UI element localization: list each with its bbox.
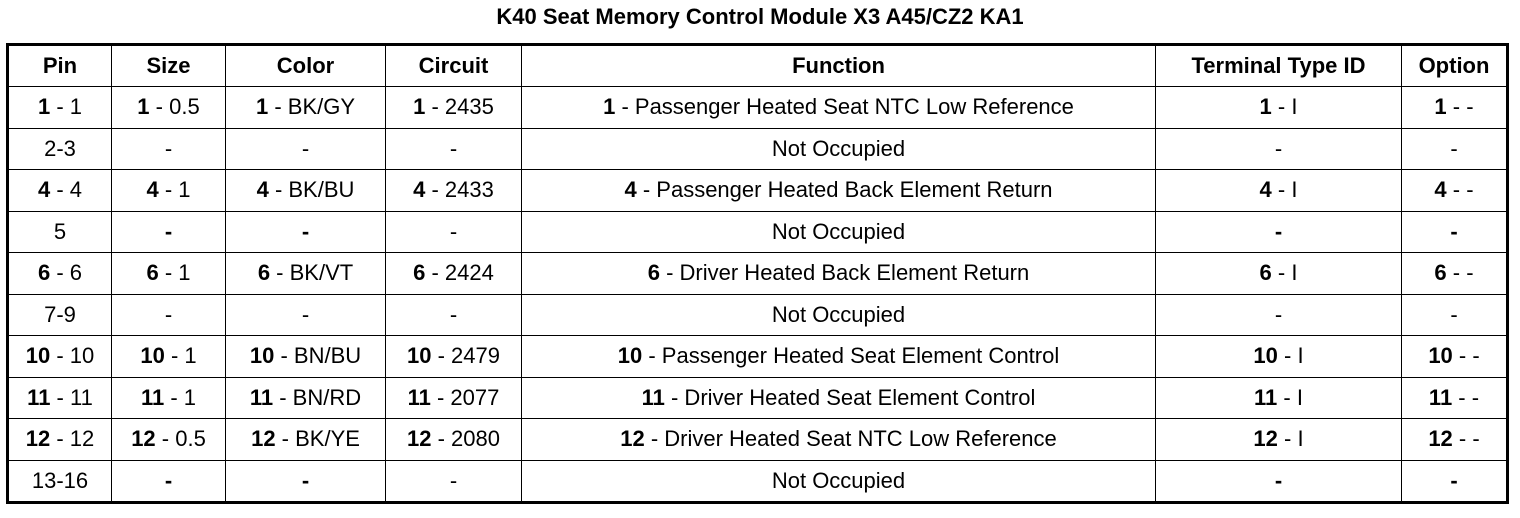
cell-color	[226, 419, 386, 461]
table-row	[8, 336, 1508, 378]
cell-option-number: 6	[1434, 260, 1447, 286]
cell-terminal-value: - I	[1277, 343, 1304, 369]
cell-option	[1402, 87, 1508, 129]
cell-circuit	[386, 253, 522, 295]
cell-terminal	[1156, 460, 1402, 503]
cell-size	[112, 377, 226, 419]
cell-pin	[8, 377, 112, 419]
cell-size-number: 11	[140, 384, 165, 410]
cell-function-number: 11	[641, 384, 665, 410]
cell-pin-value: - 6	[50, 260, 83, 286]
cell-function	[522, 170, 1156, 212]
column-header-terminal-type-id: Terminal Type ID	[1156, 45, 1402, 87]
cell-terminal-value: - I	[1277, 426, 1304, 452]
table-header-row	[8, 45, 1508, 87]
cell-terminal-number: -	[1274, 467, 1283, 493]
cell-terminal	[1156, 170, 1402, 212]
table-body	[8, 87, 1508, 503]
cell-size	[112, 294, 226, 336]
cell-color-value: - BK/VT	[270, 260, 354, 286]
cell-size-number: 1	[137, 94, 150, 120]
cell-terminal-number: 12	[1253, 426, 1278, 452]
cell-terminal	[1156, 211, 1402, 253]
cell-circuit	[386, 419, 522, 461]
cell-function-value: Not Occupied	[771, 218, 906, 244]
cell-function	[522, 419, 1156, 461]
cell-size	[112, 211, 226, 253]
cell-pin	[8, 128, 112, 170]
cell-size-value: -	[164, 301, 173, 327]
cell-circuit-value: - 2080	[431, 426, 500, 452]
cell-function-value: - Passenger Heated Seat Element Control	[642, 343, 1060, 369]
cell-terminal-number: 10	[1253, 343, 1278, 369]
column-header-pin: Pin	[8, 45, 112, 87]
cell-circuit-value: - 2479	[431, 343, 500, 369]
cell-pin	[8, 211, 112, 253]
cell-option	[1402, 419, 1508, 461]
cell-size	[112, 460, 226, 503]
cell-pin-number: 1	[37, 94, 51, 120]
cell-color-value: - BN/RD	[273, 384, 362, 410]
cell-function-value: Not Occupied	[771, 467, 906, 493]
cell-pin-value: - 12	[50, 426, 95, 452]
cell-color-number: 1	[255, 94, 269, 120]
cell-color	[226, 336, 386, 378]
cell-function-number: 6	[647, 260, 660, 286]
cell-terminal	[1156, 419, 1402, 461]
cell-size-value: - 1	[164, 384, 197, 410]
cell-function-value: Not Occupied	[771, 301, 906, 327]
cell-circuit	[386, 294, 522, 336]
cell-color-number: 11	[249, 384, 274, 410]
cell-color-value: - BK/BU	[268, 177, 355, 203]
cell-circuit	[386, 128, 522, 170]
cell-pin-value: 5	[53, 218, 67, 244]
cell-pin-number: 12	[25, 426, 51, 452]
cell-pin	[8, 87, 112, 129]
cell-circuit-value: -	[449, 218, 458, 244]
cell-color-value: -	[301, 301, 310, 327]
cell-color-number: 10	[249, 343, 275, 369]
cell-color-number: -	[301, 467, 310, 493]
cell-option-number: 4	[1434, 177, 1447, 203]
cell-function	[522, 128, 1156, 170]
column-header-color: Color	[226, 45, 386, 87]
table-row	[8, 294, 1508, 336]
cell-function	[522, 253, 1156, 295]
cell-function-number: 10	[617, 343, 643, 369]
cell-size-number: -	[164, 467, 173, 493]
cell-circuit-number: 12	[407, 426, 432, 452]
cell-pin-value: 13-16	[31, 467, 89, 493]
cell-option	[1402, 460, 1508, 503]
cell-circuit	[386, 211, 522, 253]
cell-size-number: 10	[140, 343, 165, 369]
cell-terminal-number: 6	[1259, 260, 1272, 286]
cell-size-number: 12	[131, 426, 156, 452]
cell-pin-value: - 11	[50, 384, 93, 410]
table-row	[8, 87, 1508, 129]
cell-color-value: - BK/GY	[268, 94, 356, 120]
column-header-size: Size	[112, 45, 226, 87]
cell-function-value: - Passenger Heated Back Element Return	[636, 177, 1053, 203]
cell-terminal-value: - I	[1271, 260, 1298, 286]
cell-pin	[8, 253, 112, 295]
cell-pin-number: 10	[25, 343, 51, 369]
table-row	[8, 211, 1508, 253]
column-header-function: Function	[522, 45, 1156, 87]
cell-pin	[8, 460, 112, 503]
cell-option-value: - -	[1446, 94, 1474, 120]
cell-function-value: - Driver Heated Seat Element Control	[664, 384, 1036, 410]
cell-size-number: -	[164, 218, 173, 244]
cell-pin-number: 4	[37, 177, 51, 203]
cell-function	[522, 377, 1156, 419]
cell-color-number: 12	[251, 426, 276, 452]
cell-size-value: -	[164, 135, 173, 161]
cell-option	[1402, 253, 1508, 295]
cell-pin-number: 6	[37, 260, 51, 286]
cell-circuit	[386, 460, 522, 503]
cell-option	[1402, 377, 1508, 419]
cell-terminal-value: - I	[1277, 384, 1303, 410]
cell-terminal-number: -	[1274, 218, 1283, 244]
cell-terminal-value: - I	[1271, 177, 1298, 203]
cell-circuit-value: - 2424	[425, 260, 494, 286]
cell-function-number: 4	[624, 177, 637, 203]
cell-color	[226, 170, 386, 212]
cell-circuit-value: - 2077	[430, 384, 500, 410]
column-header-circuit: Circuit	[386, 45, 522, 87]
cell-circuit-number: 10	[407, 343, 432, 369]
cell-option	[1402, 128, 1508, 170]
cell-terminal-number: 4	[1259, 177, 1272, 203]
cell-function-number: 1	[603, 94, 616, 120]
cell-function	[522, 336, 1156, 378]
cell-size	[112, 253, 226, 295]
table-row	[8, 419, 1508, 461]
table-row	[8, 377, 1508, 419]
cell-color	[226, 87, 386, 129]
cell-option-value: - -	[1446, 260, 1474, 286]
cell-option-number: -	[1450, 467, 1458, 493]
cell-circuit	[386, 377, 522, 419]
cell-option-value: - -	[1452, 343, 1480, 369]
cell-function-value: - Driver Heated Seat NTC Low Reference	[644, 426, 1057, 452]
cell-color	[226, 128, 386, 170]
cell-terminal-value: - I	[1271, 94, 1298, 120]
cell-terminal-value: -	[1274, 135, 1283, 161]
cell-circuit-value: -	[449, 301, 458, 327]
cell-function	[522, 211, 1156, 253]
cell-pin	[8, 419, 112, 461]
cell-circuit	[386, 87, 522, 129]
cell-pin-value: 2-3	[44, 135, 76, 161]
cell-function-value: Not Occupied	[771, 135, 906, 161]
cell-option-value: - -	[1452, 426, 1480, 452]
cell-function	[522, 294, 1156, 336]
cell-color-value: - BK/YE	[275, 426, 360, 452]
cell-color	[226, 377, 386, 419]
cell-terminal	[1156, 377, 1402, 419]
cell-option-number: -	[1450, 218, 1458, 244]
cell-function-value: - Passenger Heated Seat NTC Low Reference	[615, 94, 1074, 120]
cell-color-value: - BN/BU	[274, 343, 362, 369]
cell-circuit-value: - 2433	[425, 177, 494, 203]
cell-option-value: -	[1450, 135, 1458, 161]
cell-circuit	[386, 336, 522, 378]
cell-size-number: 4	[146, 177, 159, 203]
cell-terminal-number: 11	[1254, 384, 1278, 410]
cell-color-number: 6	[257, 260, 271, 286]
cell-function	[522, 460, 1156, 503]
cell-circuit-value: -	[449, 135, 458, 161]
cell-option-value: - -	[1452, 384, 1480, 410]
cell-color-number: 4	[256, 177, 269, 203]
cell-size-value: - 1	[158, 177, 191, 203]
cell-terminal	[1156, 294, 1402, 336]
cell-pin-value: - 4	[50, 177, 83, 203]
cell-pin-value: - 1	[50, 94, 83, 120]
cell-circuit-value: -	[449, 467, 458, 493]
cell-size-value: - 1	[164, 343, 197, 369]
cell-color	[226, 460, 386, 503]
cell-terminal	[1156, 128, 1402, 170]
cell-size-value: - 0.5	[149, 94, 200, 120]
cell-terminal-value: -	[1274, 301, 1283, 327]
cell-circuit-number: 4	[413, 177, 426, 203]
cell-circuit-number: 11	[407, 384, 431, 410]
cell-terminal	[1156, 253, 1402, 295]
cell-terminal	[1156, 87, 1402, 129]
cell-size-value: - 1	[158, 260, 191, 286]
cell-pin-value: - 10	[50, 343, 95, 369]
table-row	[8, 128, 1508, 170]
cell-option-number: 11	[1428, 384, 1453, 410]
cell-pin	[8, 294, 112, 336]
cell-pin-number: 11	[27, 384, 51, 410]
cell-size	[112, 128, 226, 170]
cell-pin	[8, 336, 112, 378]
table-row	[8, 253, 1508, 295]
cell-circuit-value: - 2435	[425, 94, 494, 120]
cell-option-number: 10	[1428, 343, 1453, 369]
cell-color	[226, 211, 386, 253]
cell-option-number: 12	[1428, 426, 1453, 452]
cell-pin-value: 7-9	[44, 301, 76, 327]
cell-option-value: - -	[1446, 177, 1474, 203]
cell-circuit	[386, 170, 522, 212]
cell-color	[226, 253, 386, 295]
cell-option	[1402, 336, 1508, 378]
cell-terminal	[1156, 336, 1402, 378]
cell-size-number: 6	[146, 260, 159, 286]
table-row	[8, 170, 1508, 212]
cell-color-number: -	[301, 218, 310, 244]
cell-size	[112, 87, 226, 129]
cell-option	[1402, 211, 1508, 253]
cell-option-number: 1	[1434, 94, 1447, 120]
cell-circuit-number: 1	[413, 94, 426, 120]
cell-circuit-number: 6	[413, 260, 426, 286]
cell-size	[112, 170, 226, 212]
cell-option-value: -	[1450, 301, 1458, 327]
page-title: K40 Seat Memory Control Module X3 A45/CZ2 KA1	[496, 4, 1024, 29]
cell-pin	[8, 170, 112, 212]
cell-function	[522, 87, 1156, 129]
cell-option	[1402, 294, 1508, 336]
cell-function-value: - Driver Heated Back Element Return	[659, 260, 1030, 286]
cell-terminal-number: 1	[1259, 94, 1272, 120]
cell-color	[226, 294, 386, 336]
table-row	[8, 460, 1508, 503]
cell-size-value: - 0.5	[155, 426, 206, 452]
pinout-table	[6, 43, 1509, 504]
cell-color-value: -	[301, 135, 310, 161]
cell-option	[1402, 170, 1508, 212]
column-header-option: Option	[1402, 45, 1508, 87]
cell-size	[112, 336, 226, 378]
cell-size	[112, 419, 226, 461]
cell-function-number: 12	[620, 426, 645, 452]
